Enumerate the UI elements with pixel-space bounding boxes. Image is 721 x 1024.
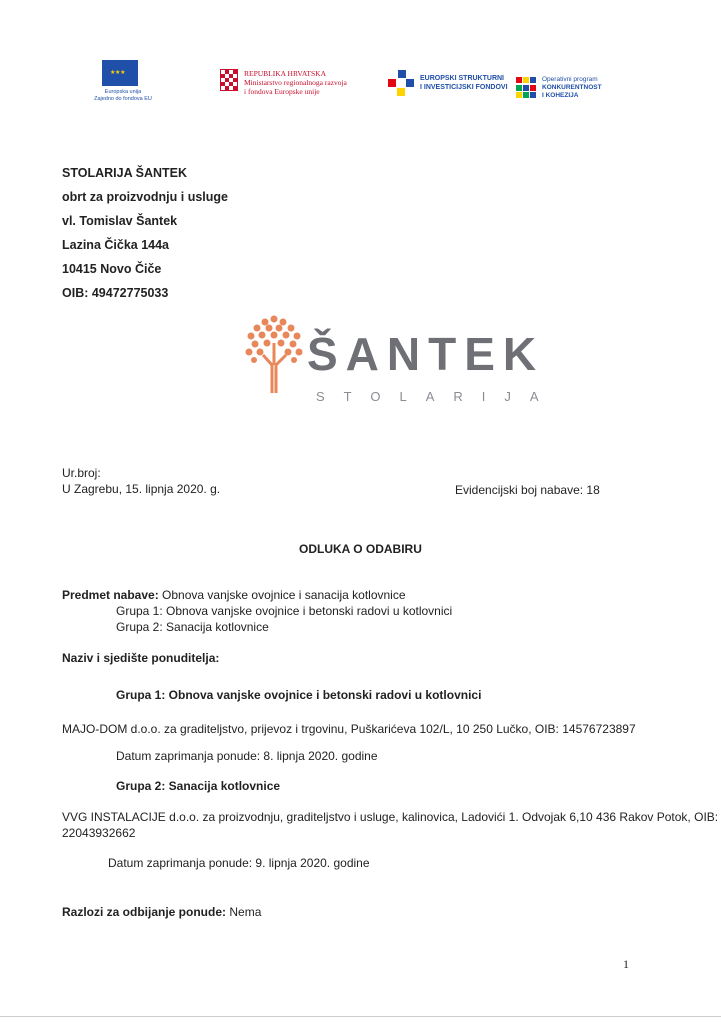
naziv-label: Naziv i sjedište ponuditelja: bbox=[62, 651, 220, 665]
group1-bidder: MAJO-DOM d.o.o. za graditeljstvo, prijevoz i trgovinu, Puškarićeva 102/L, 10 250 Lučko, OIB: 14576723897 bbox=[62, 722, 636, 736]
company-city: 10415 Novo Čiče bbox=[62, 262, 162, 276]
ministry-line1: REPUBLIKA HRVATSKA bbox=[244, 69, 326, 78]
brand-subtitle: STOLARIJA bbox=[316, 389, 558, 404]
company-address-block bbox=[62, 161, 228, 305]
company-street: Lazina Čička 144a bbox=[62, 238, 170, 252]
evidencijski-broj: Evidencijski boj nabave: 18 bbox=[455, 483, 600, 497]
page-bottom-divider bbox=[0, 1016, 721, 1017]
company-type: obrt za proizvodnju i usluge bbox=[62, 190, 228, 204]
op-line2: KONKURENTNOST bbox=[542, 84, 602, 91]
ur-broj: Ur.broj: bbox=[62, 466, 101, 480]
esif-line2: I INVESTICIJSKI FONDOVI bbox=[420, 84, 508, 91]
op-line3: I KOHEZIJA bbox=[542, 92, 579, 99]
op-line1: Operativni program bbox=[542, 76, 598, 83]
razlozi-value: Nema bbox=[229, 905, 262, 919]
ministry-line2: Ministarstvo regionalnoga razvoja bbox=[244, 78, 347, 87]
eu-flag-icon bbox=[102, 60, 138, 86]
op-mark-icon bbox=[516, 77, 536, 99]
predmet-label: Predmet nabave: bbox=[62, 588, 159, 602]
company-name: STOLARIJA ŠANTEK bbox=[62, 166, 188, 180]
page-number: 1 bbox=[623, 957, 629, 971]
document-title: ODLUKA O ODABIRU bbox=[299, 542, 422, 556]
croatian-coat-of-arms-icon bbox=[220, 69, 238, 91]
ministry-line3: i fondova Europske unije bbox=[244, 87, 320, 96]
ministry-logo bbox=[220, 69, 347, 96]
predmet-nabave bbox=[62, 588, 406, 602]
predmet-grupa2: Grupa 2: Sanacija kotlovnice bbox=[116, 620, 269, 634]
razlozi-label: Razlozi za odbijanje ponude: bbox=[62, 905, 227, 919]
predmet-value: Obnova vanjske ovojnice i sanacija kotlovnice bbox=[162, 588, 406, 602]
group1-heading: Grupa 1: Obnova vanjske ovojnice i betonski radovi u kotlovnici bbox=[116, 688, 482, 702]
esif-mark-icon bbox=[388, 70, 414, 96]
predmet-grupa1: Grupa 1: Obnova vanjske ovojnice i betonski radovi u kotlovnici bbox=[116, 604, 453, 618]
group2-date: Datum zaprimanja ponude: 9. lipnja 2020. godine bbox=[108, 856, 370, 870]
razlozi-odbijanja bbox=[62, 905, 261, 919]
group2-bidder-line1: VVG INSTALACIJE d.o.o. za proizvodnju, graditeljstvo i usluge, kalinovica, Ladovići 1. Odvojak 6,10 436 Rakov Potok, OIB: bbox=[62, 810, 719, 824]
esif-logo bbox=[388, 70, 508, 96]
brand-name: ŠANTEK bbox=[307, 328, 545, 380]
eu-logo bbox=[88, 60, 158, 103]
eu-logo-line2: Zajedno do fondova EU bbox=[94, 96, 152, 102]
op-logo bbox=[516, 76, 602, 100]
santek-logo bbox=[245, 313, 544, 395]
group2-bidder-line2: 22043932662 bbox=[62, 826, 136, 840]
group1-date: Datum zaprimanja ponude: 8. lipnja 2020. godine bbox=[116, 749, 378, 763]
company-oib: OIB: 49472775033 bbox=[62, 286, 169, 300]
esif-line1: EUROPSKI STRUKTURNI bbox=[420, 75, 505, 82]
place-date: U Zagrebu, 15. lipnja 2020. g. bbox=[62, 482, 221, 496]
eu-logo-line1: Europska unija bbox=[104, 89, 142, 95]
group2-heading: Grupa 2: Sanacija kotlovnice bbox=[116, 779, 281, 793]
tree-icon bbox=[245, 313, 303, 395]
company-owner: vl. Tomislav Šantek bbox=[62, 214, 178, 228]
